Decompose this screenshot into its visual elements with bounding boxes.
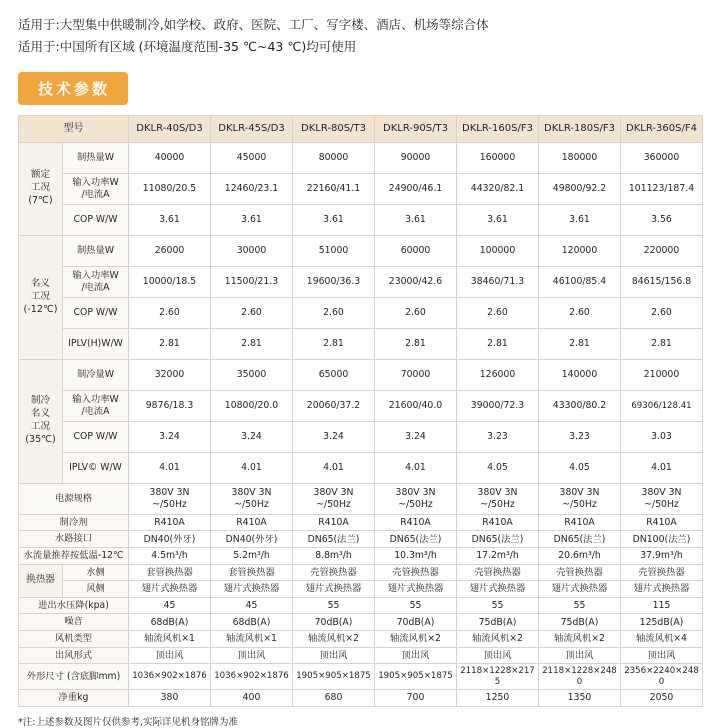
cell: 69306/128.41	[621, 390, 703, 421]
cell: 51000	[293, 235, 375, 266]
cell: 45000	[211, 142, 293, 173]
cell: 380V 3N ~/50Hz	[457, 483, 539, 514]
cell: 顶出风	[211, 647, 293, 664]
table-row	[19, 581, 703, 598]
row-label: 水路接口	[19, 531, 129, 548]
header-model-1: DKLR-45S/D3	[211, 115, 293, 142]
cell: 壳管换热器	[293, 564, 375, 581]
cell: 轴流风机×1	[211, 631, 293, 648]
row-label: 输入功率W /电流A	[63, 173, 129, 204]
row-label: COP W/W	[63, 421, 129, 452]
cell: 75dB(A)	[539, 614, 621, 631]
cell: 2.60	[293, 297, 375, 328]
cell: 翅片式换热器	[457, 581, 539, 598]
cell: 17.2m³/h	[457, 547, 539, 564]
cell: 55	[539, 597, 621, 614]
row-label: 进出水压降(kpa)	[19, 597, 129, 614]
row-label: 制热量W	[63, 235, 129, 266]
intro-line-1: 适用于:大型集中供暖制冷,如学校、政府、医院、工厂、写字楼、酒店、机场等综合体	[18, 17, 489, 32]
cell: 40000	[129, 142, 211, 173]
section-title-wrap	[18, 72, 702, 105]
cell: 翅片式换热器	[621, 581, 703, 598]
table-row	[19, 235, 703, 266]
cell: 45	[211, 597, 293, 614]
cell: 2.60	[539, 297, 621, 328]
table-row	[19, 483, 703, 514]
cell: 2.60	[129, 297, 211, 328]
cell: 9876/18.3	[129, 390, 211, 421]
cell: 壳管换热器	[621, 564, 703, 581]
header-model-4: DKLR-160S/F3	[457, 115, 539, 142]
cell: 115	[621, 597, 703, 614]
table-row	[19, 531, 703, 548]
table-row	[19, 514, 703, 531]
cell: 24900/46.1	[375, 173, 457, 204]
row-label: 电源规格	[19, 483, 129, 514]
table-row	[19, 597, 703, 614]
cell: 2.81	[211, 328, 293, 359]
cell: 126000	[457, 359, 539, 390]
cell: 2.81	[293, 328, 375, 359]
header-model-5: DKLR-180S/F3	[539, 115, 621, 142]
cell: 2.60	[457, 297, 539, 328]
row-label: 噪音	[19, 614, 129, 631]
table-row	[19, 664, 703, 690]
row-label: COP W/W	[63, 204, 129, 235]
cell: 11500/21.3	[211, 266, 293, 297]
cell: 10000/18.5	[129, 266, 211, 297]
cell: 380V 3N ~/50Hz	[375, 483, 457, 514]
cell: 3.61	[375, 204, 457, 235]
cell: 4.01	[129, 452, 211, 483]
cell: 顶出风	[293, 647, 375, 664]
cell: 4.05	[457, 452, 539, 483]
intro-line-2: 适用于:中国所有区域 (环境温度范围-35 ℃~43 ℃)均可使用	[18, 38, 357, 54]
cell: 700	[375, 690, 457, 707]
cell: 2356×2240×2480	[621, 664, 703, 690]
cell: 38460/71.3	[457, 266, 539, 297]
row-label: 外形尺寸 (含底脚mm)	[19, 664, 129, 690]
cell: 顶出风	[129, 647, 211, 664]
row-label: 水流量推荐按低温-12℃	[19, 547, 129, 564]
cell: 3.56	[621, 204, 703, 235]
cell: 39000/72.3	[457, 390, 539, 421]
table-row	[19, 297, 703, 328]
row-label: COP W/W	[63, 297, 129, 328]
cell: 套管换热器	[211, 564, 293, 581]
cell: 翅片式换热器	[293, 581, 375, 598]
cell: 380	[129, 690, 211, 707]
cell: 顶出风	[539, 647, 621, 664]
cell: 2.81	[375, 328, 457, 359]
cell: 125dB(A)	[621, 614, 703, 631]
cell: 75dB(A)	[457, 614, 539, 631]
cell: R410A	[375, 514, 457, 531]
group-label-heat-exchanger: 换热器	[19, 564, 63, 597]
header-model-2: DKLR-80S/T3	[293, 115, 375, 142]
cell: 1036×902×1876	[211, 664, 293, 690]
cell: 380V 3N ~/50Hz	[621, 483, 703, 514]
cell: 3.61	[129, 204, 211, 235]
row-label: 制冷剂	[19, 514, 129, 531]
cell: 220000	[621, 235, 703, 266]
cell: DN40(外牙)	[211, 531, 293, 548]
row-label: 净重kg	[19, 690, 129, 707]
cell: 360000	[621, 142, 703, 173]
table-row	[19, 359, 703, 390]
cell: 22160/41.1	[293, 173, 375, 204]
cell: 3.61	[539, 204, 621, 235]
group-label-nominal-cooling: 制冷 名义 工况 (35℃)	[19, 359, 63, 483]
cell: 45	[129, 597, 211, 614]
cell: 680	[293, 690, 375, 707]
cell: 19600/36.3	[293, 266, 375, 297]
cell: 46100/85.4	[539, 266, 621, 297]
cell: 160000	[457, 142, 539, 173]
cell: 43300/80.2	[539, 390, 621, 421]
cell: 70dB(A)	[293, 614, 375, 631]
row-label: 风机类型	[19, 631, 129, 648]
cell: 壳管换热器	[539, 564, 621, 581]
cell: 2.60	[211, 297, 293, 328]
cell: 3.23	[539, 421, 621, 452]
header-model-0: DKLR-40S/D3	[129, 115, 211, 142]
cell: 轴流风机×2	[293, 631, 375, 648]
cell: 顶出风	[621, 647, 703, 664]
cell: 4.01	[211, 452, 293, 483]
cell: 37.9m³/h	[621, 547, 703, 564]
table-body	[19, 142, 703, 706]
cell: 轴流风机×2	[539, 631, 621, 648]
footnote: *注:上述参数及图片仅供参考,实际详见机身铭牌为准	[18, 716, 238, 728]
row-label: 出风形式	[19, 647, 129, 664]
cell: 20.6m³/h	[539, 547, 621, 564]
cell: 70dB(A)	[375, 614, 457, 631]
cell: 2.60	[375, 297, 457, 328]
cell: 3.24	[129, 421, 211, 452]
table-row	[19, 614, 703, 631]
cell: 轴流风机×1	[129, 631, 211, 648]
cell: 3.24	[375, 421, 457, 452]
row-label: IPLV© W/W	[63, 452, 129, 483]
cell: 380V 3N ~/50Hz	[293, 483, 375, 514]
cell: 2.60	[621, 297, 703, 328]
cell: R410A	[539, 514, 621, 531]
cell: 2.81	[539, 328, 621, 359]
cell: 4.01	[621, 452, 703, 483]
cell: 32000	[129, 359, 211, 390]
cell: 轴流风机×2	[375, 631, 457, 648]
cell: R410A	[621, 514, 703, 531]
cell: 55	[375, 597, 457, 614]
cell: 1350	[539, 690, 621, 707]
table-row	[19, 631, 703, 648]
cell: DN100(法兰)	[621, 531, 703, 548]
cell: 30000	[211, 235, 293, 266]
cell: 翅片式换热器	[539, 581, 621, 598]
cell: 翅片式换热器	[211, 581, 293, 598]
cell: 顶出风	[457, 647, 539, 664]
cell: 210000	[621, 359, 703, 390]
cell: 顶出风	[375, 647, 457, 664]
cell: 12460/23.1	[211, 173, 293, 204]
cell: 68dB(A)	[129, 614, 211, 631]
cell: 60000	[375, 235, 457, 266]
table-row	[19, 564, 703, 581]
cell: 3.61	[293, 204, 375, 235]
cell: DN40(外牙)	[129, 531, 211, 548]
cell: 68dB(A)	[211, 614, 293, 631]
cell: 5.2m³/h	[211, 547, 293, 564]
cell: 80000	[293, 142, 375, 173]
table-row	[19, 647, 703, 664]
cell: 1905×905×1875	[375, 664, 457, 690]
group-label-nominal-heating: 名义 工况 (-12℃)	[19, 235, 63, 359]
cell: 10800/20.0	[211, 390, 293, 421]
cell: 轴流风机×2	[457, 631, 539, 648]
header-model-6: DKLR-360S/F4	[621, 115, 703, 142]
cell: 1905×905×1875	[293, 664, 375, 690]
cell: 10.3m³/h	[375, 547, 457, 564]
intro-text	[18, 0, 702, 58]
cell: 2118×1228×2480	[539, 664, 621, 690]
table-row	[19, 452, 703, 483]
table-row	[19, 266, 703, 297]
cell: DN65(法兰)	[293, 531, 375, 548]
cell: 70000	[375, 359, 457, 390]
cell: 400	[211, 690, 293, 707]
cell: 套管换热器	[129, 564, 211, 581]
cell: 2050	[621, 690, 703, 707]
header-row	[19, 115, 703, 142]
table-row	[19, 390, 703, 421]
cell: 翅片式换热器	[375, 581, 457, 598]
cell: 44320/82.1	[457, 173, 539, 204]
table-row	[19, 421, 703, 452]
cell: 35000	[211, 359, 293, 390]
cell: 21600/40.0	[375, 390, 457, 421]
cell: 8.8m³/h	[293, 547, 375, 564]
cell: R410A	[129, 514, 211, 531]
row-label: 制热量W	[63, 142, 129, 173]
cell: 2.81	[129, 328, 211, 359]
cell: 3.61	[211, 204, 293, 235]
row-label: 输入功率W /电流A	[63, 266, 129, 297]
cell: 壳管换热器	[457, 564, 539, 581]
cell: 2.81	[457, 328, 539, 359]
cell: 3.23	[457, 421, 539, 452]
cell: 20060/37.2	[293, 390, 375, 421]
cell: 380V 3N ~/50Hz	[129, 483, 211, 514]
cell: 90000	[375, 142, 457, 173]
cell: 3.61	[457, 204, 539, 235]
cell: 100000	[457, 235, 539, 266]
table-row	[19, 328, 703, 359]
cell: 84615/156.8	[621, 266, 703, 297]
cell: R410A	[293, 514, 375, 531]
cell: 4.01	[293, 452, 375, 483]
cell: 49800/92.2	[539, 173, 621, 204]
cell: R410A	[457, 514, 539, 531]
group-label-rated: 额定 工况 (7℃)	[19, 142, 63, 235]
cell: 2.81	[621, 328, 703, 359]
cell: 55	[457, 597, 539, 614]
cell: 4.5m³/h	[129, 547, 211, 564]
cell: 55	[293, 597, 375, 614]
cell: 壳管换热器	[375, 564, 457, 581]
cell: 101123/187.4	[621, 173, 703, 204]
table-row	[19, 173, 703, 204]
cell: DN65(法兰)	[375, 531, 457, 548]
section-title: 技术参数	[18, 72, 128, 105]
header-corner: 型号	[19, 115, 129, 142]
row-label: 输入功率W /电流A	[63, 390, 129, 421]
cell: 3.03	[621, 421, 703, 452]
cell: 26000	[129, 235, 211, 266]
row-label: 风侧	[63, 581, 129, 598]
header-model-3: DKLR-90S/T3	[375, 115, 457, 142]
cell: 65000	[293, 359, 375, 390]
cell: 380V 3N ~/50Hz	[211, 483, 293, 514]
table-header	[19, 115, 703, 142]
cell: 1250	[457, 690, 539, 707]
cell: R410A	[211, 514, 293, 531]
cell: 140000	[539, 359, 621, 390]
spec-table	[18, 115, 703, 707]
cell: 11080/20.5	[129, 173, 211, 204]
cell: 4.01	[375, 452, 457, 483]
cell: 翅片式换热器	[129, 581, 211, 598]
cell: 3.24	[211, 421, 293, 452]
row-label: IPLV(H)W/W	[63, 328, 129, 359]
cell: 120000	[539, 235, 621, 266]
cell: 2118×1228×2175	[457, 664, 539, 690]
cell: 180000	[539, 142, 621, 173]
cell: 380V 3N ~/50Hz	[539, 483, 621, 514]
cell: DN65(法兰)	[457, 531, 539, 548]
cell: 1036×902×1876	[129, 664, 211, 690]
table-row	[19, 204, 703, 235]
cell: DN65(法兰)	[539, 531, 621, 548]
table-row	[19, 547, 703, 564]
cell: 3.24	[293, 421, 375, 452]
row-label: 制冷量W	[63, 359, 129, 390]
row-label: 水侧	[63, 564, 129, 581]
cell: 4.05	[539, 452, 621, 483]
table-row	[19, 690, 703, 707]
cell: 轴流风机×4	[621, 631, 703, 648]
cell: 23000/42.6	[375, 266, 457, 297]
table-row	[19, 142, 703, 173]
